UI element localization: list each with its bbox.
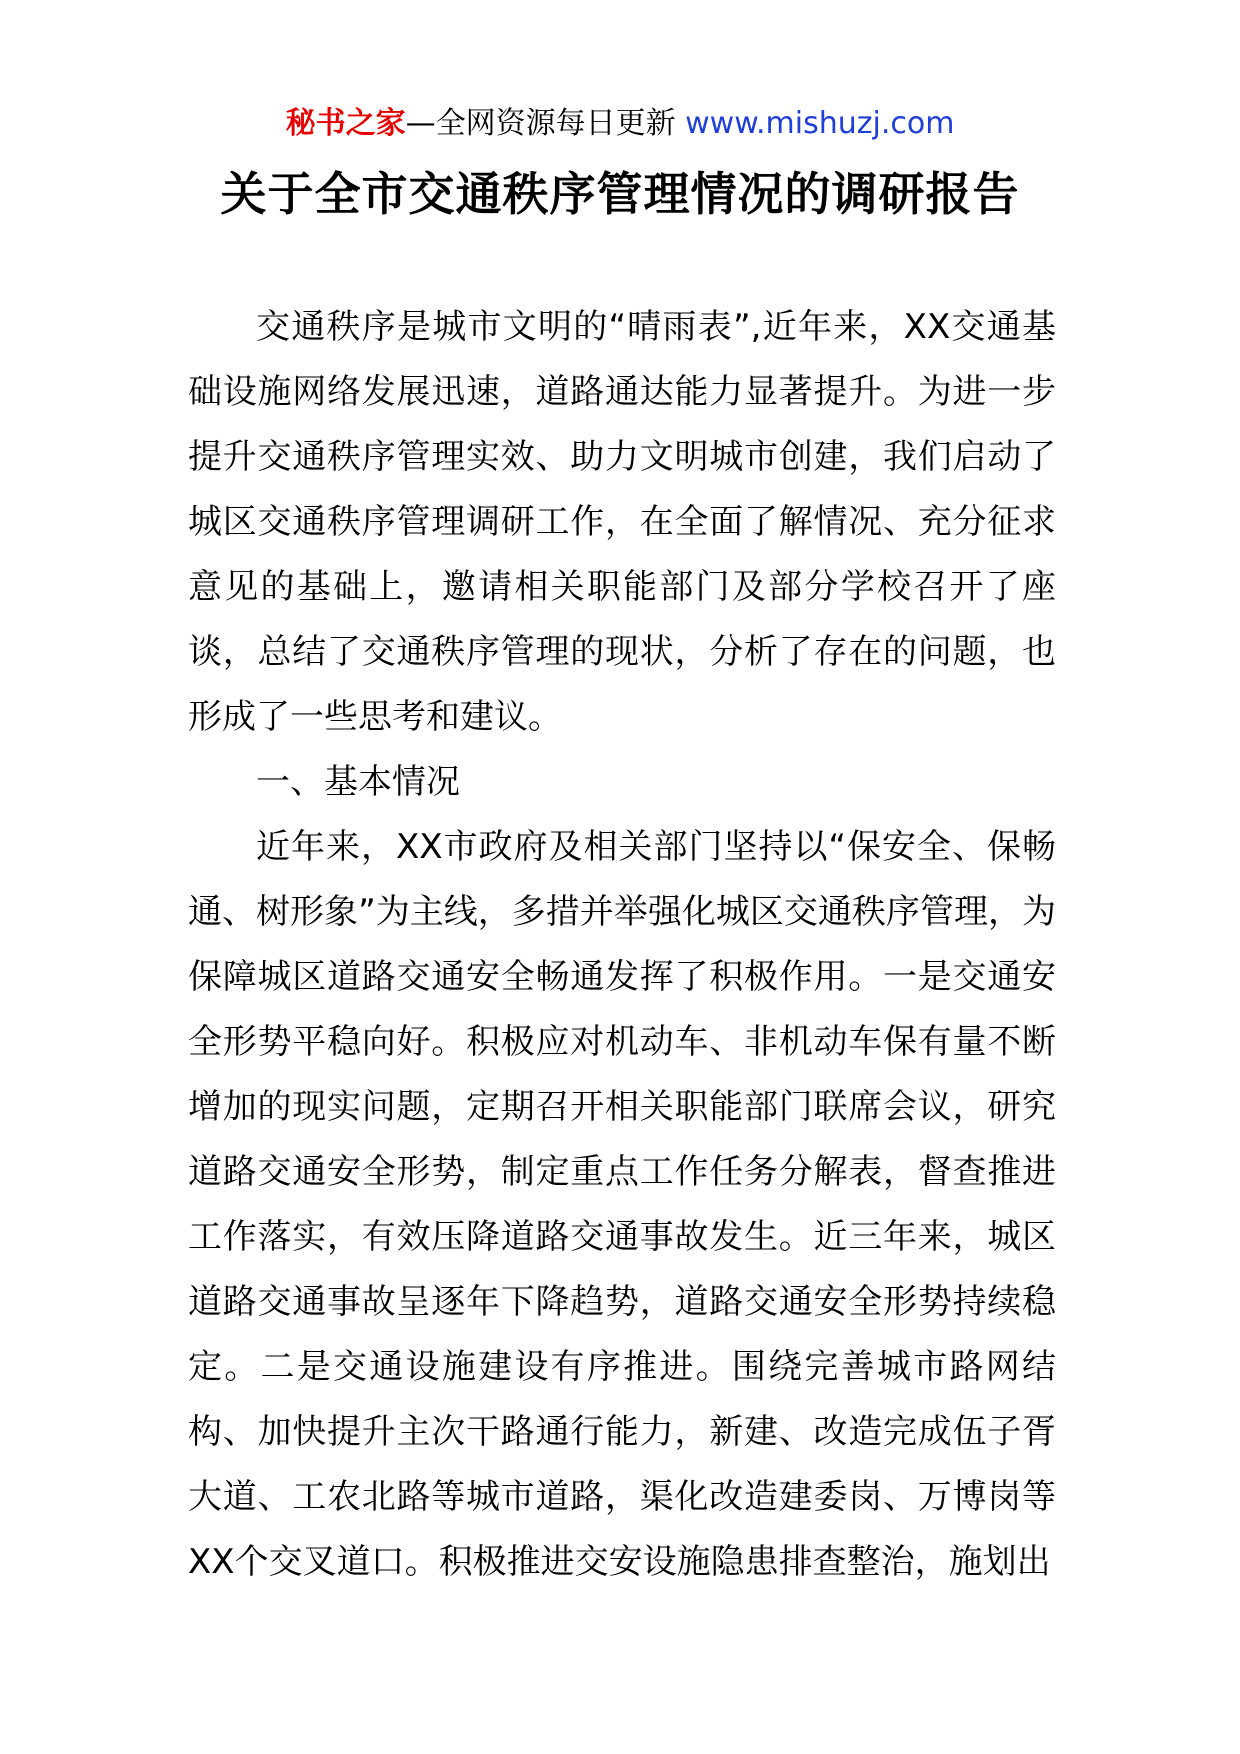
section-heading-basic-situation: 一、基本情况 bbox=[256, 762, 460, 802]
header-tagline: —全网资源每日更新 bbox=[405, 106, 676, 141]
intro-paragraph: 交通秩序是城市文明的“晴雨表”,近年来，XX交通基础设施网络发展迅速，道路通达能力显著提升。为进一步提升交通秩序管理实效、助力文明城市创建，我们启动了城区交通秩序管理调研工作，在全面了解情况、充分征求意见的基础上，邀请相关职能部门及部分学校召开了座谈，总结了交通秩序管理的现状，分析了存在的问题，也形成了一些思考和建议。 bbox=[188, 307, 1056, 737]
document-body bbox=[188, 295, 1056, 1595]
site-url-link[interactable]: www.mishuzj.com bbox=[685, 106, 955, 141]
site-header bbox=[0, 104, 1240, 144]
document-title: 关于全市交通秩序管理情况的调研报告 bbox=[220, 167, 1020, 221]
brand-name: 秘书之家 bbox=[285, 106, 406, 141]
section-1-paragraph: 近年来，XX市政府及相关部门坚持以“保安全、保畅通、树形象”为主线，多措并举强化城区交通秩序管理，为保障城区道路交通安全畅通发挥了积极作用。一是交通安全形势平稳向好。积极应对机动车、非机动车保有量不断增加的现实问题，定期召开相关职能部门联席会议，研究道路交通安全形势，制定重点工作任务分解表，督查推进工作落实，有效压降道路交通事故发生。近三年来，城区道路交通事故呈逐年下降趋势，道路交通安全形势持续稳定。二是交通设施建设有序推进。围绕完善城市路网结构、加快提升主次干路通行能力，新建、改造完成伍子胥大道、工农北路等城市道路，渠化改造建委岗、万博岗等XX个交叉道口。积极推进交安设施隐患排查整治，施划出 bbox=[188, 827, 1056, 1582]
